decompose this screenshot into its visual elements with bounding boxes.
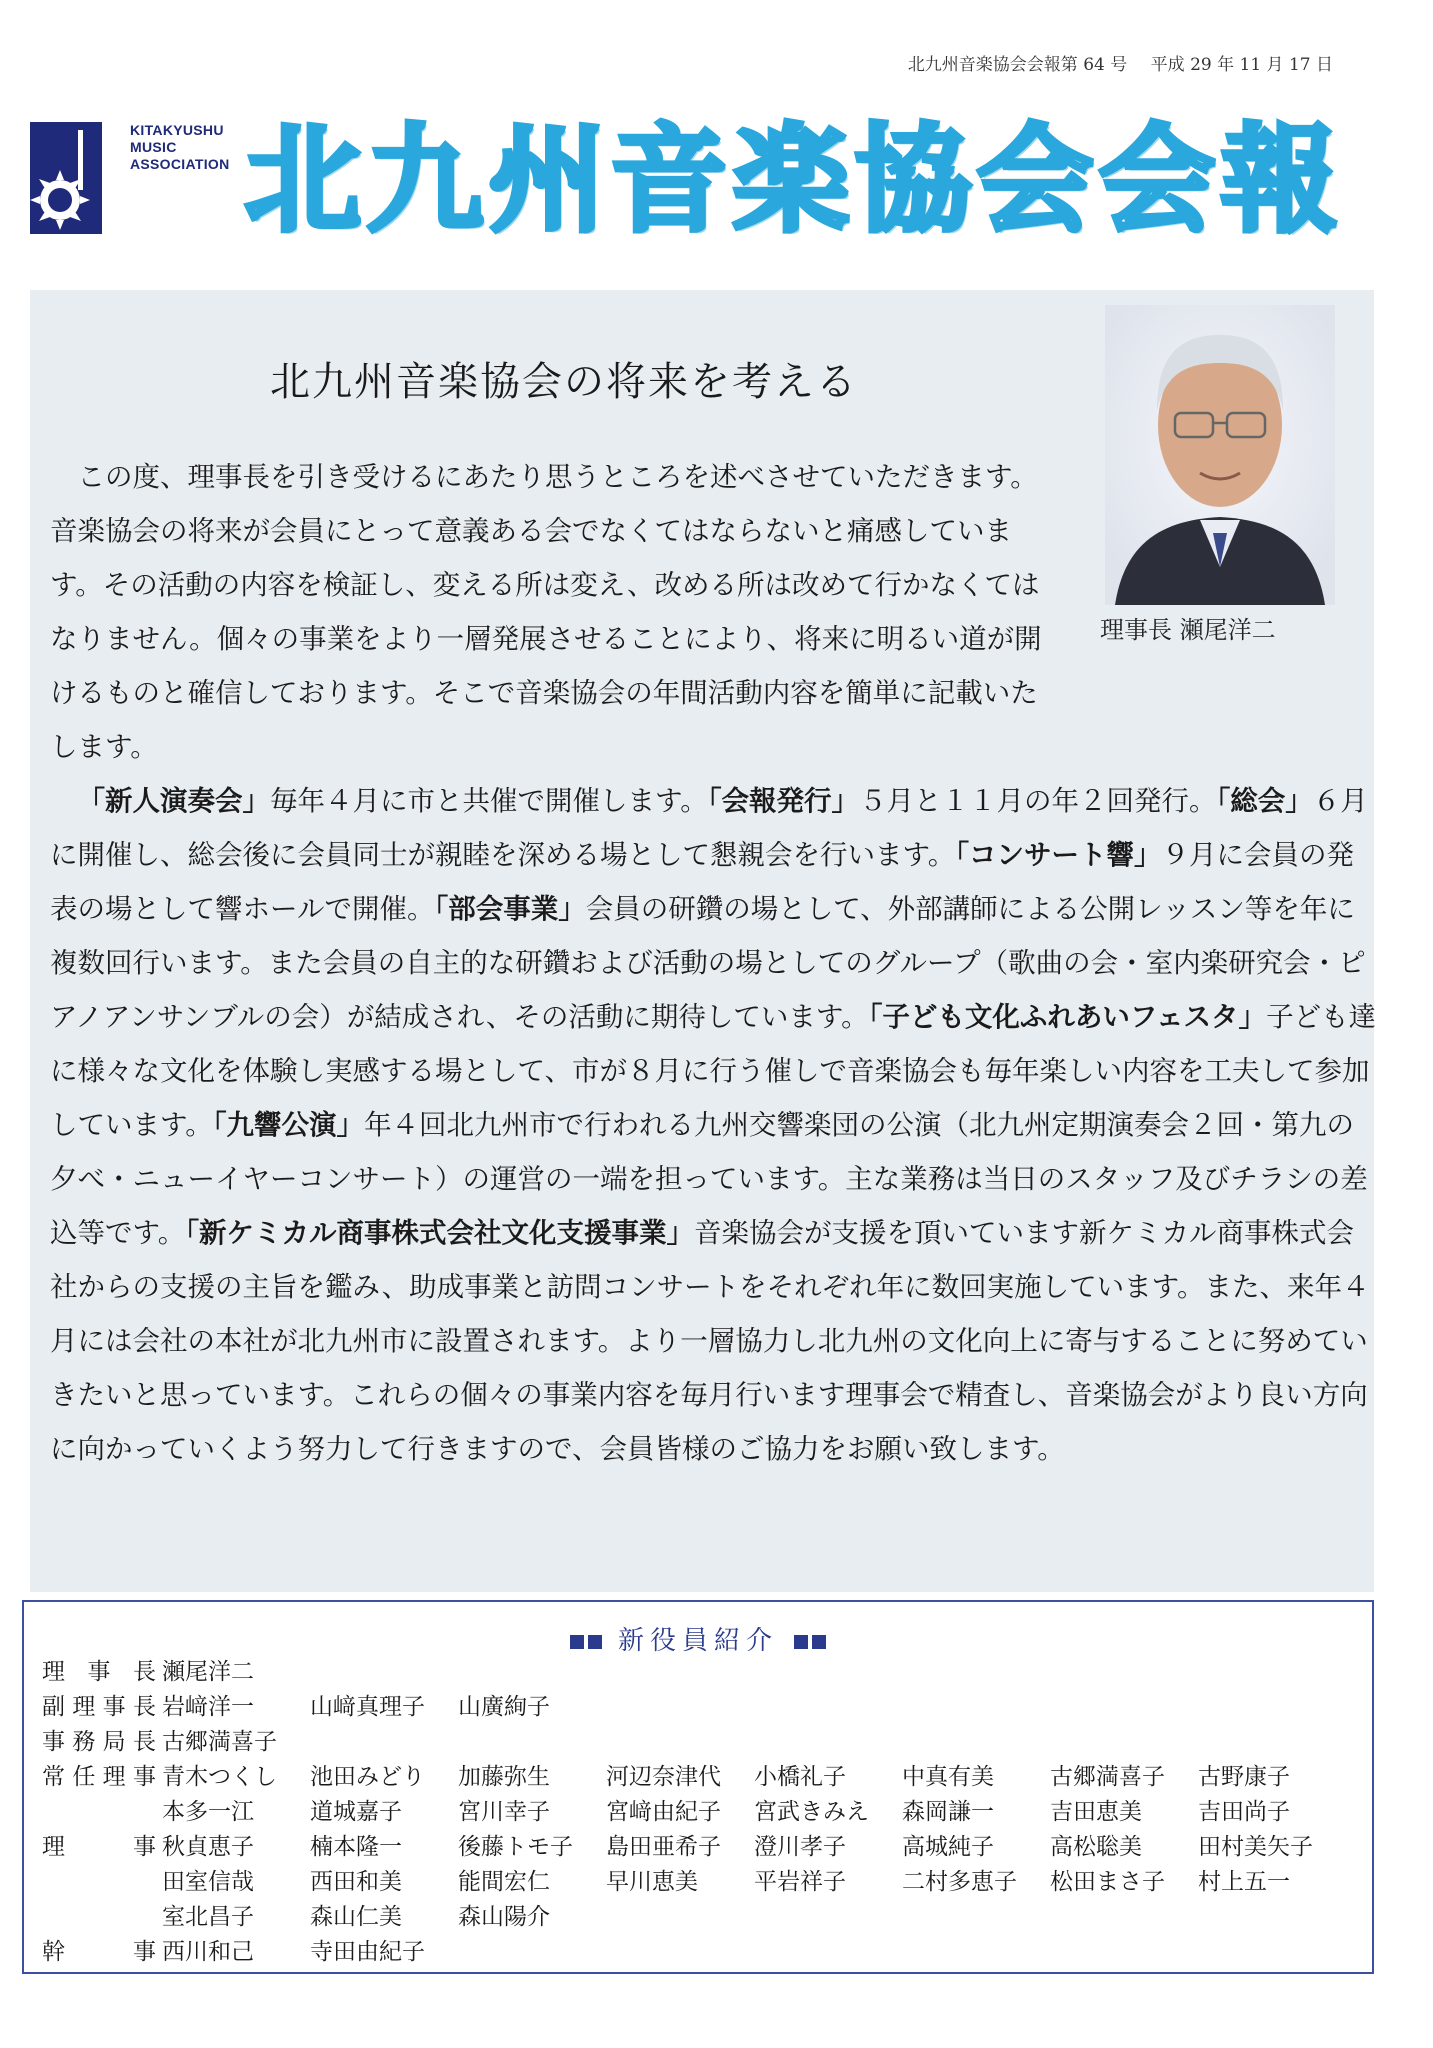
officer-name: 西田和美 bbox=[310, 1869, 402, 1895]
officer-row bbox=[42, 1827, 1346, 1862]
officer-name: 早川恵美 bbox=[606, 1869, 698, 1895]
officer-name: 本多一江 bbox=[162, 1799, 254, 1825]
article-title: 北九州音楽協会の将来を考える bbox=[270, 359, 858, 405]
officer-name: 瀬尾洋二 bbox=[162, 1659, 254, 1685]
officer-name: 中真有美 bbox=[902, 1764, 994, 1790]
logo-line: ASSOCIATION bbox=[130, 156, 230, 172]
activity-text: 年４回北九州市で行われる九州交響楽団の公演（北九州定期演奏会２回・第九の夕べ・ニューイヤーコンサート）の運営の一端を担っています。主な業務は当日のスタッフ及びチラシの差込等です。 bbox=[50, 1109, 1368, 1249]
activity-heading: 「総会」 bbox=[1216, 785, 1313, 817]
officer-name: 山廣絢子 bbox=[458, 1694, 550, 1720]
activity-text: 音楽協会が支援を頂いています新ケミカル商事株式会社からの支援の主旨を鑑み、助成事業と訪問コンサートをそれぞれ年に数回実施しています。また、来年４月には会社の本社が北九州市に設置されます。より一層協力し北九州の文化向上に寄与することに努めていきたいと思っています。これらの個々の事業内容を毎月行います理事会で精査し、音楽協会がより良い方向に向かっていくよう努力して行きますので、会員皆様のご協力をお願い致します。 bbox=[50, 1217, 1370, 1465]
logo-wordmark bbox=[130, 122, 250, 173]
activity-heading: 「新ケミカル商事株式会社文化支援事業」 bbox=[185, 1217, 695, 1249]
logo-line: KITAKYUSHU bbox=[130, 122, 224, 138]
officer-name: 古郷満喜子 bbox=[1050, 1764, 1165, 1790]
officer-name: 森山仁美 bbox=[310, 1904, 402, 1930]
officer-name: 宮川幸子 bbox=[458, 1799, 550, 1825]
officer-role: 事 務 局 長 bbox=[42, 1729, 156, 1755]
officer-name: 松田まさ子 bbox=[1050, 1869, 1165, 1895]
masthead-title: 北九州音楽協会会報 bbox=[245, 112, 1343, 248]
square-bullet-icon bbox=[570, 1635, 584, 1649]
square-bullet-icon bbox=[794, 1635, 808, 1649]
officer-name: 古野康子 bbox=[1198, 1764, 1290, 1790]
officer-name: 小橋礼子 bbox=[754, 1764, 846, 1790]
officer-name: 島田亜希子 bbox=[606, 1834, 721, 1860]
square-bullet-icon bbox=[588, 1635, 602, 1649]
officer-row bbox=[42, 1862, 1346, 1897]
officer-name: 青木つくし bbox=[162, 1764, 277, 1790]
activity-heading: 「コンサート響」 bbox=[955, 839, 1162, 871]
issue-header bbox=[890, 50, 1333, 75]
activity-heading: 「子ども文化ふれあいフェスタ」 bbox=[868, 1001, 1267, 1033]
officer-name: 西川和己 bbox=[162, 1939, 254, 1965]
square-bullet-icon bbox=[812, 1635, 826, 1649]
portrait-caption: 理事長 瀬尾洋二 bbox=[1100, 616, 1276, 644]
officer-name: 後藤トモ子 bbox=[458, 1834, 573, 1860]
officer-name: 高城純子 bbox=[902, 1834, 994, 1860]
activity-text: 子ども達に様々な文化を体験し実感する場として、市が８月に行う催しで音楽協会も毎年楽しい内容を工夫して参加しています。 bbox=[50, 1001, 1377, 1141]
officer-row bbox=[42, 1652, 1346, 1687]
officer-name: 高松聡美 bbox=[1050, 1834, 1142, 1860]
officer-name: 平岩祥子 bbox=[754, 1869, 846, 1895]
officer-name: 池田みどり bbox=[310, 1764, 425, 1790]
officer-name: 河辺奈津代 bbox=[606, 1764, 721, 1790]
association-logo bbox=[30, 122, 240, 240]
officer-row bbox=[42, 1687, 1346, 1722]
article-body bbox=[50, 450, 1380, 1476]
officer-row bbox=[42, 1792, 1346, 1827]
paragraph-activities bbox=[50, 774, 1380, 1476]
paragraph-intro: この度、理事長を引き受けるにあたり思うところを述べさせていただきます。音楽協会の将来が会員にとって意義ある会でなくてはならないと痛感しています。その活動の内容を検証し、変える所は変え、改める所は改めて行かなくてはなりません。個々の事業をより一層発展させることにより、将来に明るい道が開けるものと確信しております。そこで音楽協会の年間活動内容を簡単に記載いたします。 bbox=[50, 461, 1042, 763]
activity-heading: 「九響公演」 bbox=[212, 1109, 365, 1141]
officer-name: 能間宏仁 bbox=[458, 1869, 550, 1895]
article-panel bbox=[30, 290, 1377, 1592]
officer-name: 寺田由紀子 bbox=[310, 1939, 425, 1965]
officer-name: 古郷満喜子 bbox=[162, 1729, 277, 1755]
officer-role: 常 任 理 事 bbox=[42, 1764, 156, 1790]
officer-role: 副 理 事 長 bbox=[42, 1694, 156, 1720]
officer-name: 岩﨑洋一 bbox=[162, 1694, 254, 1720]
activity-text: 会員の研鑽の場として、外部講師による公開レッスン等を年に複数回行います。また会員の自主的な研鑽および活動の場としてのグループ（歌曲の会・室内楽研究会・ピアノアンサンブルの会）が結成され、その活動に期待しています。 bbox=[50, 893, 1366, 1033]
officer-name: 楠本隆一 bbox=[310, 1834, 402, 1860]
officer-name: 吉田尚子 bbox=[1198, 1799, 1290, 1825]
officer-role: 理 事 bbox=[42, 1834, 156, 1860]
activity-text: ６月に開催し、総会後に会員同士が親睦を深める場として懇親会を行います。 bbox=[50, 785, 1368, 871]
logo-mark bbox=[30, 122, 102, 234]
officer-name: 道城嘉子 bbox=[310, 1799, 402, 1825]
officer-role: 幹 事 bbox=[42, 1939, 156, 1965]
officer-row bbox=[42, 1722, 1346, 1757]
officers-list bbox=[42, 1652, 1346, 1967]
activity-heading: 「新人演奏会」 bbox=[77, 785, 270, 817]
publication-number: 北九州音楽協会会報第 64 号 bbox=[907, 55, 1128, 75]
officer-name: 加藤弥生 bbox=[458, 1764, 550, 1790]
officer-name: 田村美矢子 bbox=[1198, 1834, 1313, 1860]
activity-text: ５月と１１月の年２回発行。 bbox=[859, 785, 1217, 817]
officer-role: 理 事 長 bbox=[42, 1659, 156, 1685]
officer-name: 宮﨑由紀子 bbox=[606, 1799, 721, 1825]
officer-name: 室北昌子 bbox=[162, 1904, 254, 1930]
officer-row bbox=[42, 1757, 1346, 1792]
officer-name: 森岡謙一 bbox=[902, 1799, 994, 1825]
logo-line: MUSIC bbox=[130, 139, 177, 155]
officer-row bbox=[42, 1897, 1346, 1932]
officer-name: 田室信哉 bbox=[162, 1869, 254, 1895]
officer-name: 秋貞恵子 bbox=[162, 1834, 254, 1860]
officer-name: 村上五一 bbox=[1198, 1869, 1290, 1895]
officers-title-text: 新役員紹介 bbox=[617, 1626, 778, 1656]
publication-date: 平成 29 年 11 月 17 日 bbox=[1150, 55, 1333, 75]
activity-heading: 「部会事業」 bbox=[434, 893, 586, 925]
activity-heading: 「会報発行」 bbox=[707, 785, 860, 817]
officer-name: 山﨑真理子 bbox=[310, 1694, 425, 1720]
officer-name: 森山陽介 bbox=[458, 1904, 550, 1930]
officer-name: 宮武きみえ bbox=[754, 1799, 869, 1825]
new-officers-box bbox=[22, 1600, 1374, 1974]
officer-name: 二村多恵子 bbox=[902, 1869, 1017, 1895]
activity-text: 毎年４月に市と共催で開催します。 bbox=[270, 785, 708, 817]
activity-text: ９月に会員の発表の場として響ホールで開催。 bbox=[50, 839, 1355, 925]
music-note-icon bbox=[30, 122, 102, 234]
officer-name: 澄川孝子 bbox=[754, 1834, 846, 1860]
officer-row bbox=[42, 1932, 1346, 1967]
officer-name: 吉田恵美 bbox=[1050, 1799, 1142, 1825]
